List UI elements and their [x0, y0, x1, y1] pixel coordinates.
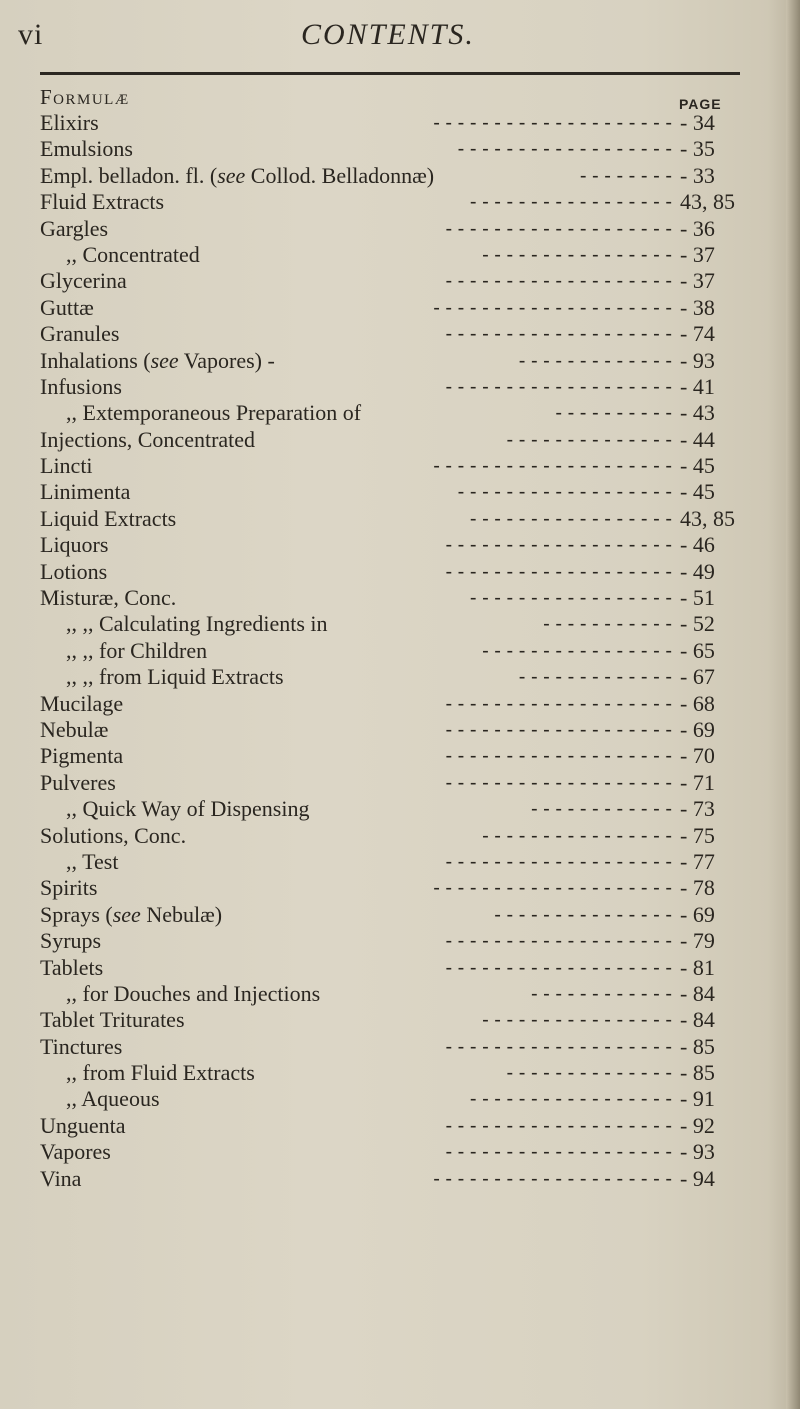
- dot-leader: - - - - - - - - - - - - - - - - - - -: [445, 560, 672, 583]
- dot-leader: - - - - - - - - - - - - - - - - - - -: [445, 270, 672, 293]
- dot-leader: - - - - - - - - - - - - - - - - - - - -: [433, 296, 672, 319]
- toc-entry-text: Tablets: [40, 954, 104, 980]
- toc-entry: [40, 1166, 760, 1192]
- toc-entry: [40, 242, 760, 268]
- dot-leader: - - - - - - - - - - - - - - - - - - -: [445, 745, 672, 768]
- dot-leader: - - - - - - - - - - - - -: [518, 666, 672, 689]
- toc-entry-text: Linimenta: [40, 479, 131, 505]
- toc-entry-text: Pigmenta: [40, 743, 124, 769]
- toc-entry-text: ,, ,, from Liquid Extracts: [66, 664, 284, 690]
- toc-entry: [40, 295, 760, 321]
- toc-entry-title: [66, 981, 326, 1007]
- toc-page-number: - 68: [680, 690, 715, 716]
- toc-page-number: - 73: [680, 796, 715, 822]
- toc-entry-title: [66, 796, 315, 822]
- toc-entry-title: [40, 321, 125, 347]
- toc-entry-title: [40, 717, 114, 743]
- dot-leader: - - - - - - - - - -: [555, 402, 672, 425]
- toc-page-number: - 70: [680, 743, 715, 769]
- toc-entry-title: [40, 374, 128, 400]
- dot-leader: - - - - - - - - - - - - - - - - - - -: [445, 956, 672, 979]
- toc-entry-title: [40, 110, 105, 136]
- dot-leader: - - - - - - - - - - - - - - - - - - -: [445, 1114, 672, 1137]
- toc-entry-text: Tablet Triturates: [40, 1007, 185, 1033]
- toc-entry-title: [40, 427, 261, 453]
- section-title: Formulæ: [40, 85, 130, 109]
- toc-entry-title: [40, 770, 122, 796]
- dot-leader: - - - - - - - - - - - - - - - - - - -: [445, 534, 672, 557]
- toc-entry: [40, 823, 760, 849]
- toc-entry: [40, 664, 760, 690]
- toc-entry-see-word: see: [112, 901, 141, 927]
- dot-leader: - - - - - - - - - - - - - - - - - - -: [445, 1141, 672, 1164]
- toc-page-number: - 51: [680, 585, 715, 611]
- toc-entry-title: [40, 928, 107, 954]
- toc-page-number: - 84: [680, 980, 715, 1006]
- toc-entry-text: ,, ,, for Children: [66, 637, 208, 663]
- toc-entry-title: [66, 611, 334, 637]
- toc-entry-text: Infusions: [40, 373, 122, 399]
- toc-entry: [40, 1139, 760, 1165]
- dot-leader: - - - - - - - - - - - - - - - - -: [469, 191, 672, 214]
- toc-entry-text: Gargles: [40, 215, 109, 241]
- dot-leader: - - - - - - - - - - - - - - - - - - - -: [433, 1167, 672, 1190]
- toc-entry-text: Liquors: [40, 532, 109, 558]
- toc-entry-title: [40, 479, 136, 505]
- toc-entry-title: [40, 1113, 132, 1139]
- toc-entry-text: Sprays (: [40, 901, 113, 927]
- toc-entry-text: ,, Test: [66, 848, 119, 874]
- toc-page-number: - 84: [680, 1007, 715, 1033]
- toc-page-number: - 78: [680, 875, 715, 901]
- toc-page-number: - 94: [680, 1165, 715, 1191]
- dot-leader: - - - - - - - - - - - - - - - - - - - -: [433, 455, 672, 478]
- toc-page-number: - 67: [680, 664, 715, 690]
- toc-entry-title: [40, 559, 113, 585]
- toc-entry-title: [40, 902, 228, 928]
- toc-page-number: - 34: [680, 110, 715, 135]
- dot-leader: - - - - - - - - - - - - - - - - -: [469, 507, 672, 530]
- toc-entry-text: Liquid Extracts: [40, 505, 177, 531]
- toc-entry: [40, 691, 760, 717]
- toc-entry: [40, 110, 760, 136]
- dot-leader: - - - - - - - - - - - - - - - - - - -: [445, 718, 672, 741]
- toc-entry-text: Elixirs: [40, 110, 99, 135]
- toc-page-number: - 93: [680, 1139, 715, 1165]
- toc-entry: [40, 717, 760, 743]
- toc-page-number: - 45: [680, 453, 715, 479]
- toc-entry-text: ,, ,, Calculating Ingredients in: [66, 611, 328, 637]
- toc-page-number: - 81: [680, 954, 715, 980]
- toc-entry-title: [40, 823, 192, 849]
- toc-entry-text: Tinctures: [40, 1033, 123, 1059]
- dot-leader: - - - - - - - - - - - - - -: [506, 1062, 672, 1085]
- toc-entry: [40, 163, 760, 189]
- dot-leader: - - - - - - - - - - - - - - -: [494, 903, 672, 926]
- toc-entry-text: Emulsions: [40, 136, 133, 162]
- toc-entry-text: Injections, Concentrated: [40, 426, 256, 452]
- toc-entry-title: [66, 1060, 261, 1086]
- toc-entry-text: ,, Aqueous: [66, 1086, 160, 1112]
- toc-page-number: - 38: [680, 294, 715, 320]
- toc-entry-title: [40, 295, 100, 321]
- toc-entry: [40, 348, 760, 374]
- toc-entry: [40, 796, 760, 822]
- toc-page-number: - 85: [680, 1060, 715, 1086]
- toc-entry-see-word: see: [217, 162, 246, 188]
- dot-leader: - - - - - - - - - - - -: [530, 798, 672, 821]
- toc-page-number: - 75: [680, 822, 715, 848]
- toc-entry-title: [40, 1166, 87, 1192]
- toc-entry: [40, 1034, 760, 1060]
- toc-entry-title: [66, 1086, 166, 1112]
- dot-leader: - - - - - - - - - - - - - - - -: [482, 1009, 672, 1032]
- toc-page-number: - 35: [680, 136, 715, 162]
- toc-page-number: - 41: [680, 373, 715, 399]
- toc-entry-text: Lincti: [40, 453, 93, 479]
- dot-leader: - - - - - - - - - - -: [543, 613, 672, 636]
- toc-entry: [40, 189, 760, 215]
- dot-leader: - - - - - - - - - - - - -: [518, 349, 672, 372]
- toc-entry-text-suffix: Vapores) -: [178, 347, 275, 373]
- toc-entry: [40, 928, 760, 954]
- toc-page-number: - 36: [680, 215, 715, 241]
- toc-page-number: - 71: [680, 769, 715, 795]
- dot-leader: - - - - - - - - - - - - - - - - -: [469, 1088, 672, 1111]
- toc-entry-text: ,, for Douches and Injections: [66, 980, 321, 1006]
- toc-page-number: - 49: [680, 558, 715, 584]
- toc-entry: [40, 453, 760, 479]
- dot-leader: - - - - - - - - - - - - - - - - - -: [457, 481, 672, 504]
- toc-entry: [40, 374, 760, 400]
- toc-entry-title: [40, 1007, 191, 1033]
- toc-entry: [40, 532, 760, 558]
- toc-entry-text: Inhalations (: [40, 347, 151, 373]
- toc-entry: [40, 427, 760, 453]
- page-header: [18, 18, 758, 58]
- dot-leader: - - - - - - - - - - - - - - - - - - -: [445, 1035, 672, 1058]
- toc-entry-title: [40, 1139, 117, 1165]
- toc-page-number: - 69: [680, 901, 715, 927]
- toc-entry-text: Syrups: [40, 928, 102, 954]
- toc-page-number: - 77: [680, 848, 715, 874]
- toc-entry-text: Guttæ: [40, 294, 94, 320]
- toc-entry: [40, 559, 760, 585]
- toc-entry-title: [40, 585, 182, 611]
- toc-entry-title: [40, 743, 129, 769]
- contents-list: [40, 110, 760, 1192]
- toc-entry: [40, 400, 760, 426]
- toc-entry: [40, 743, 760, 769]
- toc-entry-title: [66, 664, 290, 690]
- page-column-label: PAGE: [679, 96, 722, 112]
- toc-entry: [40, 216, 760, 242]
- toc-entry-text: Misturæ, Conc.: [40, 585, 177, 611]
- toc-entry-title: [40, 453, 99, 479]
- dot-leader: - - - - - - - - - - - - - - - -: [482, 243, 672, 266]
- toc-entry: [40, 1086, 760, 1112]
- toc-entry: [40, 611, 760, 637]
- toc-entry-text: Mucilage: [40, 690, 124, 716]
- dot-leader: - - - - - - - - - - - - - - - -: [482, 639, 672, 662]
- toc-entry-title: [66, 849, 124, 875]
- dot-leader: - - - - - - - - - - - - - - - - -: [469, 587, 672, 610]
- toc-entry-title: [40, 875, 103, 901]
- toc-entry: [40, 1113, 760, 1139]
- dot-leader: - - - - - - - - - - - - - - - - - - - -: [433, 112, 672, 134]
- folio-number: vi: [18, 18, 44, 51]
- toc-entry: [40, 506, 760, 532]
- toc-entry-title: [40, 691, 129, 717]
- toc-entry: [40, 136, 760, 162]
- toc-entry: [40, 902, 760, 928]
- toc-page-number: - 92: [680, 1112, 715, 1138]
- toc-entry-title: [40, 189, 170, 215]
- toc-page-number: - 43: [680, 400, 715, 426]
- toc-entry-title: [66, 242, 206, 268]
- toc-page-number: - 69: [680, 716, 715, 742]
- toc-page-number: - 37: [680, 268, 715, 294]
- toc-entry-text: ,, Quick Way of Dispensing: [66, 796, 310, 822]
- toc-entry-text: Glycerina: [40, 268, 127, 294]
- dot-leader: - - - - - - - - - - - - - - - -: [482, 824, 672, 847]
- toc-entry-text: Vina: [40, 1165, 82, 1191]
- toc-entry: [40, 955, 760, 981]
- toc-entry-text: Lotions: [40, 558, 108, 584]
- toc-entry: [40, 638, 760, 664]
- toc-page-number: - 45: [680, 479, 715, 505]
- toc-entry-see-word: see: [150, 347, 179, 373]
- toc-entry-title: [40, 955, 109, 981]
- toc-entry-text: Fluid Extracts: [40, 189, 165, 215]
- toc-entry: [40, 1060, 760, 1086]
- toc-page-number: - 52: [680, 611, 715, 637]
- page-edge-shadow: [786, 0, 800, 1409]
- toc-page-number: - 65: [680, 637, 715, 663]
- toc-entry-title: [40, 1034, 128, 1060]
- toc-entry: [40, 1007, 760, 1033]
- toc-page-number: - 93: [680, 347, 715, 373]
- dot-leader: - - - - - - - - - - - - - -: [506, 428, 672, 451]
- toc-entry-text: Unguenta: [40, 1112, 126, 1138]
- toc-entry-text: ,, Extemporaneous Preparation of: [66, 400, 362, 426]
- toc-entry: [40, 981, 760, 1007]
- toc-entry-text: Pulveres: [40, 769, 116, 795]
- toc-entry-text-suffix: Nebulæ): [140, 901, 223, 927]
- toc-entry-text-suffix: Collod. Belladonnæ): [245, 162, 435, 188]
- toc-page-number: - 37: [680, 241, 715, 267]
- toc-page-number: - 33: [680, 162, 715, 188]
- dot-leader: - - - - - - - - - - - -: [530, 982, 672, 1005]
- toc-page-number: - 46: [680, 532, 715, 558]
- toc-entry: [40, 849, 760, 875]
- dot-leader: - - - - - - - - - - - - - - - - - - - -: [433, 877, 672, 900]
- toc-entry: [40, 585, 760, 611]
- toc-page-number: - 91: [680, 1086, 715, 1112]
- dot-leader: - - - - - - - - - - - - - - - - - - -: [445, 771, 672, 794]
- toc-entry: [40, 321, 760, 347]
- toc-entry-text: Granules: [40, 321, 120, 347]
- dot-leader: - - - - - - - -: [579, 164, 672, 187]
- dot-leader: - - - - - - - - - - - - - - - - - - -: [445, 217, 672, 240]
- header-rule: [40, 72, 740, 75]
- toc-entry-text: ,, from Fluid Extracts: [66, 1060, 255, 1086]
- toc-entry-text: ,, Concentrated: [66, 241, 200, 267]
- toc-entry: [40, 479, 760, 505]
- dot-leader: - - - - - - - - - - - - - - - - - - -: [445, 323, 672, 346]
- toc-entry-title: [40, 216, 114, 242]
- toc-entry-title: [66, 638, 213, 664]
- dot-leader: - - - - - - - - - - - - - - - - - - -: [445, 850, 672, 873]
- dot-leader: - - - - - - - - - - - - - - - - - - -: [445, 930, 672, 953]
- toc-page-number: - 79: [680, 928, 715, 954]
- toc-page-number: - 85: [680, 1033, 715, 1059]
- dot-leader: - - - - - - - - - - - - - - - - - - -: [445, 692, 672, 715]
- toc-entry-title: [40, 268, 133, 294]
- toc-entry: [40, 268, 760, 294]
- toc-entry-title: [40, 506, 182, 532]
- toc-entry-title: [40, 136, 139, 162]
- toc-entry-title: [66, 400, 367, 426]
- toc-page-number: - 74: [680, 321, 715, 347]
- toc-entry-text: Spirits: [40, 875, 98, 901]
- toc-entry-title: [40, 348, 281, 374]
- dot-leader: - - - - - - - - - - - - - - - - - - -: [445, 375, 672, 398]
- toc-entry-text: Vapores: [40, 1139, 111, 1165]
- toc-entry-title: [40, 532, 114, 558]
- toc-page-number: 43, 85: [680, 189, 735, 215]
- toc-entry: [40, 875, 760, 901]
- toc-page-number: - 44: [680, 426, 715, 452]
- toc-entry-text: Nebulæ: [40, 716, 109, 742]
- toc-entry-text: Solutions, Conc.: [40, 822, 187, 848]
- toc-entry: [40, 770, 760, 796]
- toc-page-number: 43, 85: [680, 505, 735, 531]
- toc-entry-text: Empl. belladon. fl. (: [40, 162, 218, 188]
- toc-entry-title: [40, 163, 440, 189]
- running-title: CONTENTS.: [301, 18, 475, 51]
- dot-leader: - - - - - - - - - - - - - - - - - -: [457, 138, 672, 161]
